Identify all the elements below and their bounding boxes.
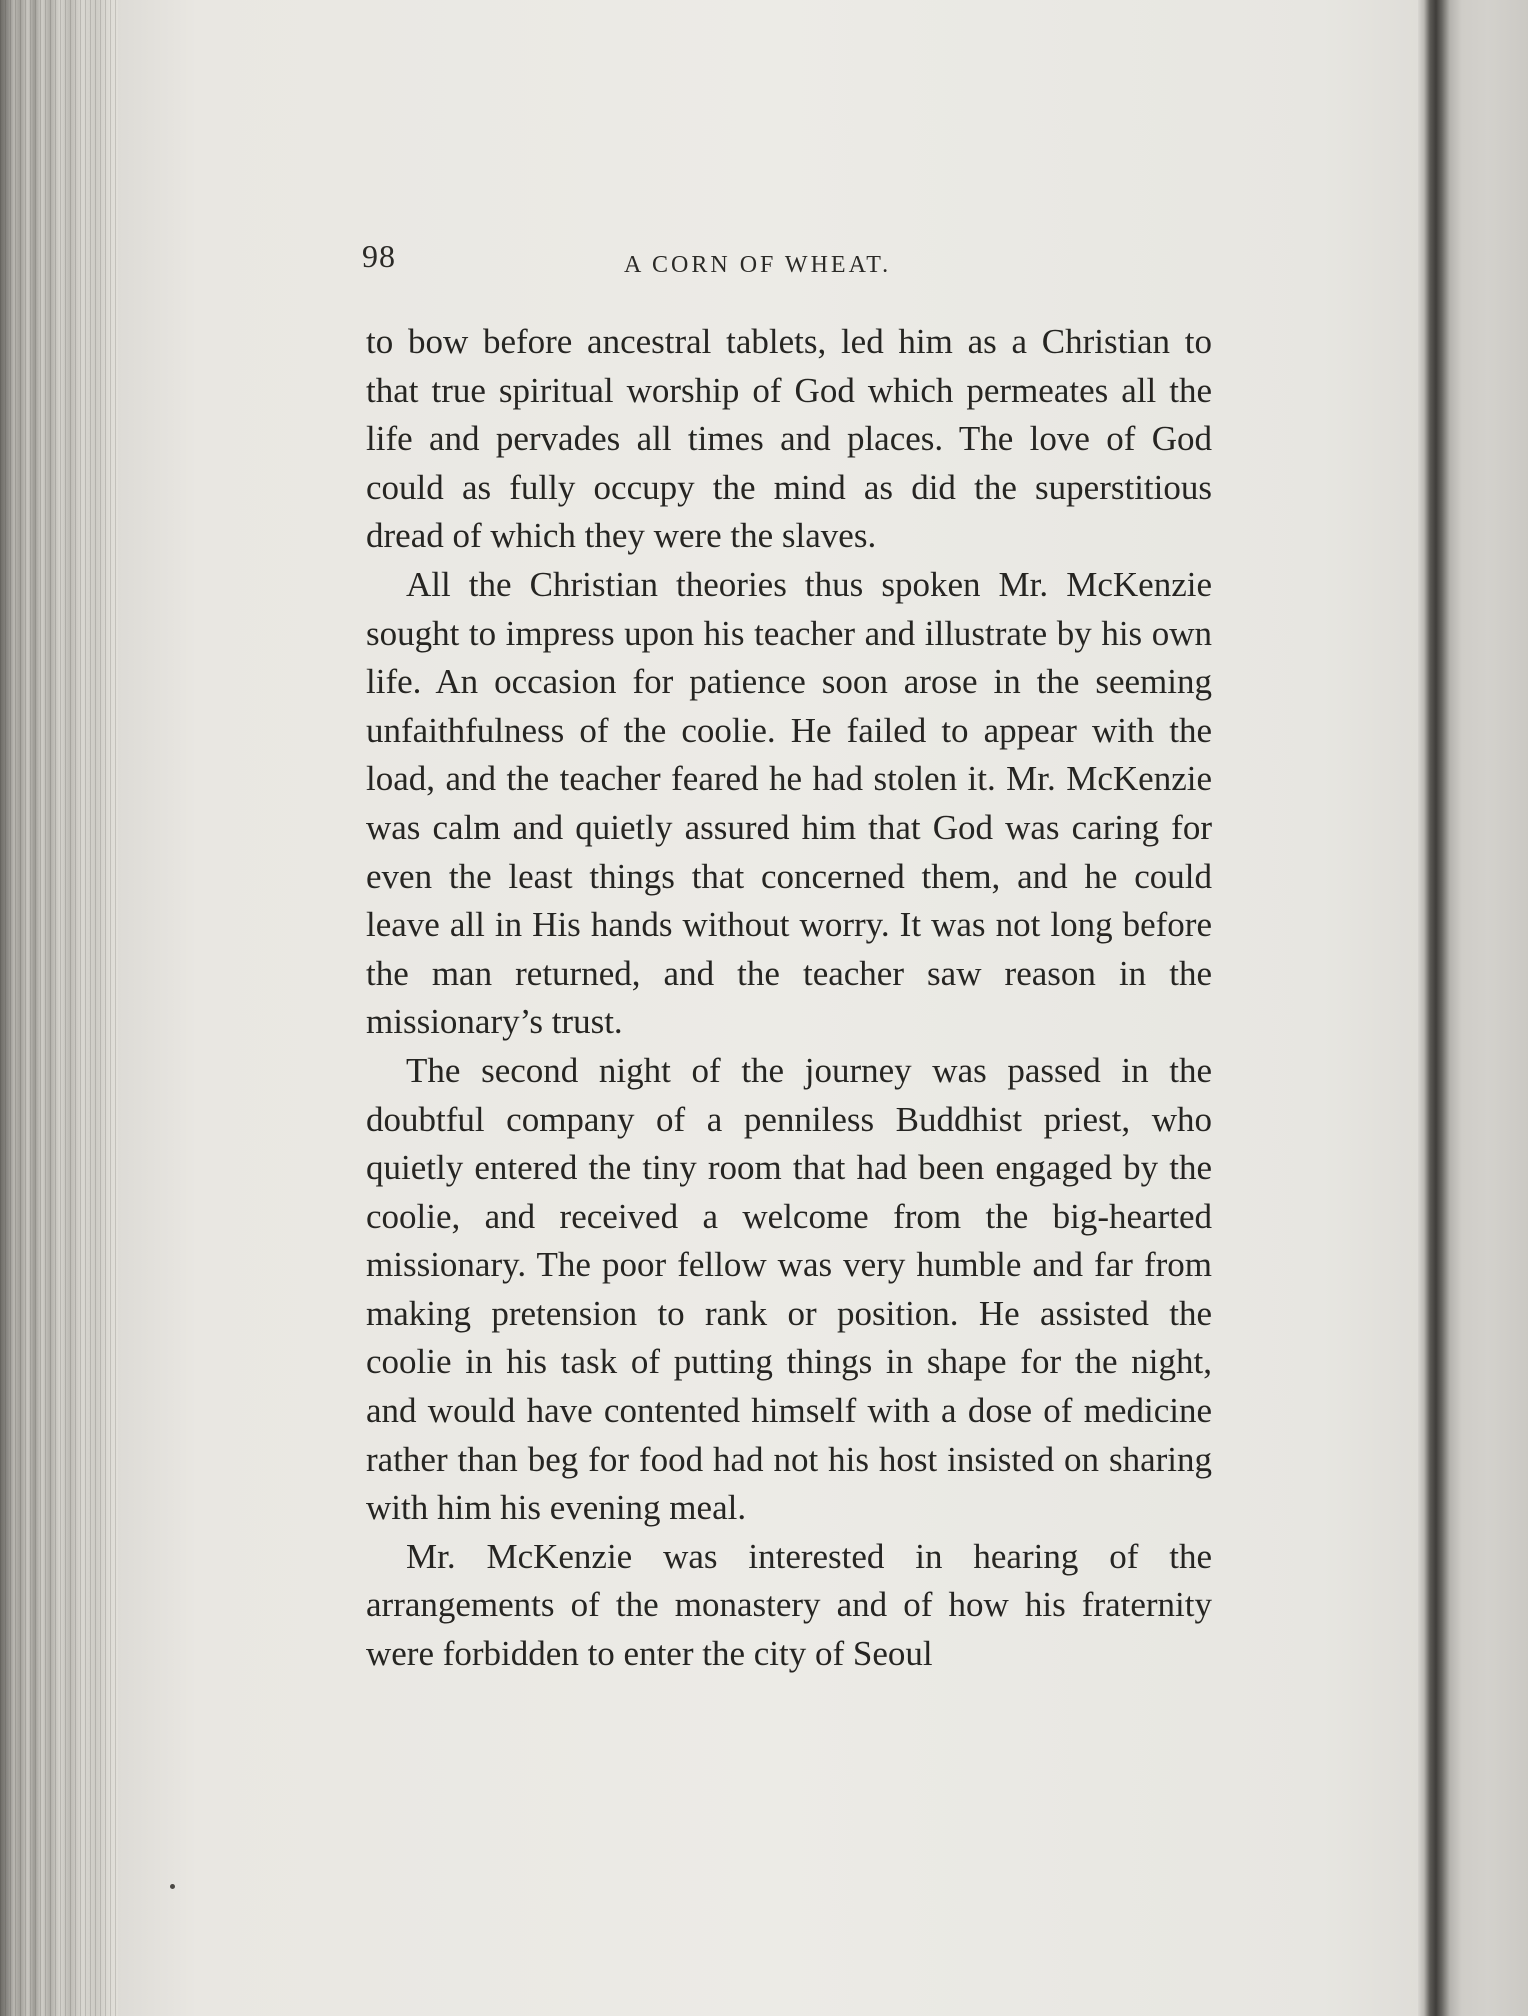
body-text	[366, 318, 1212, 1679]
paragraph-2: All the Christian theories thus spoken Mr. McKenzie sought to impress upon his teacher and illustrate by his own life. An occasion for patience soon arose in the seeming unfaithfulness of the coolie. He failed to appear with the load, and the teacher feared he had stolen it. Mr. McKenzie was calm and quietly assured him that God was caring for even the least things that concerned them, and he could leave all in His hands without worry. It was not long before the man returned, and the teacher saw reason in the missionary’s trust.	[366, 564, 1212, 1042]
running-head	[362, 238, 1218, 288]
paragraph-1: to bow before ancestral tablets, led him as a Christian to that true spiritual worship of God which permeates all the life and pervades all times and places. The love of God could as fully occupy the mind as did the superstitious dread of which they were the slaves.	[366, 322, 1212, 556]
paragraph-3: The second night of the journey was passed in the doubtful company of a penniless Buddhist priest, who quietly entered the tiny room that had been engaged by the coolie, and received a welcome from the big-hearted missionary. The poor fellow was very humble and far from making pretension to rank or position. He assisted the coolie in his task of putting things in shape for the night, and would have contented himself with a dose of medicine rather than beg for food had not his host insisted on sharing with him his evening meal.	[366, 1050, 1212, 1528]
dust-speck	[170, 1884, 175, 1889]
book-binding-gutter	[1418, 0, 1528, 2016]
paragraph-4: Mr. McKenzie was interested in hearing of the arrangements of the monastery and of how his fraternity were forbidden to enter the city of Seoul	[366, 1536, 1212, 1674]
page-number: 98	[362, 238, 396, 274]
book-page-edges	[0, 0, 120, 2016]
running-head-title: A CORN OF WHEAT.	[624, 252, 892, 278]
